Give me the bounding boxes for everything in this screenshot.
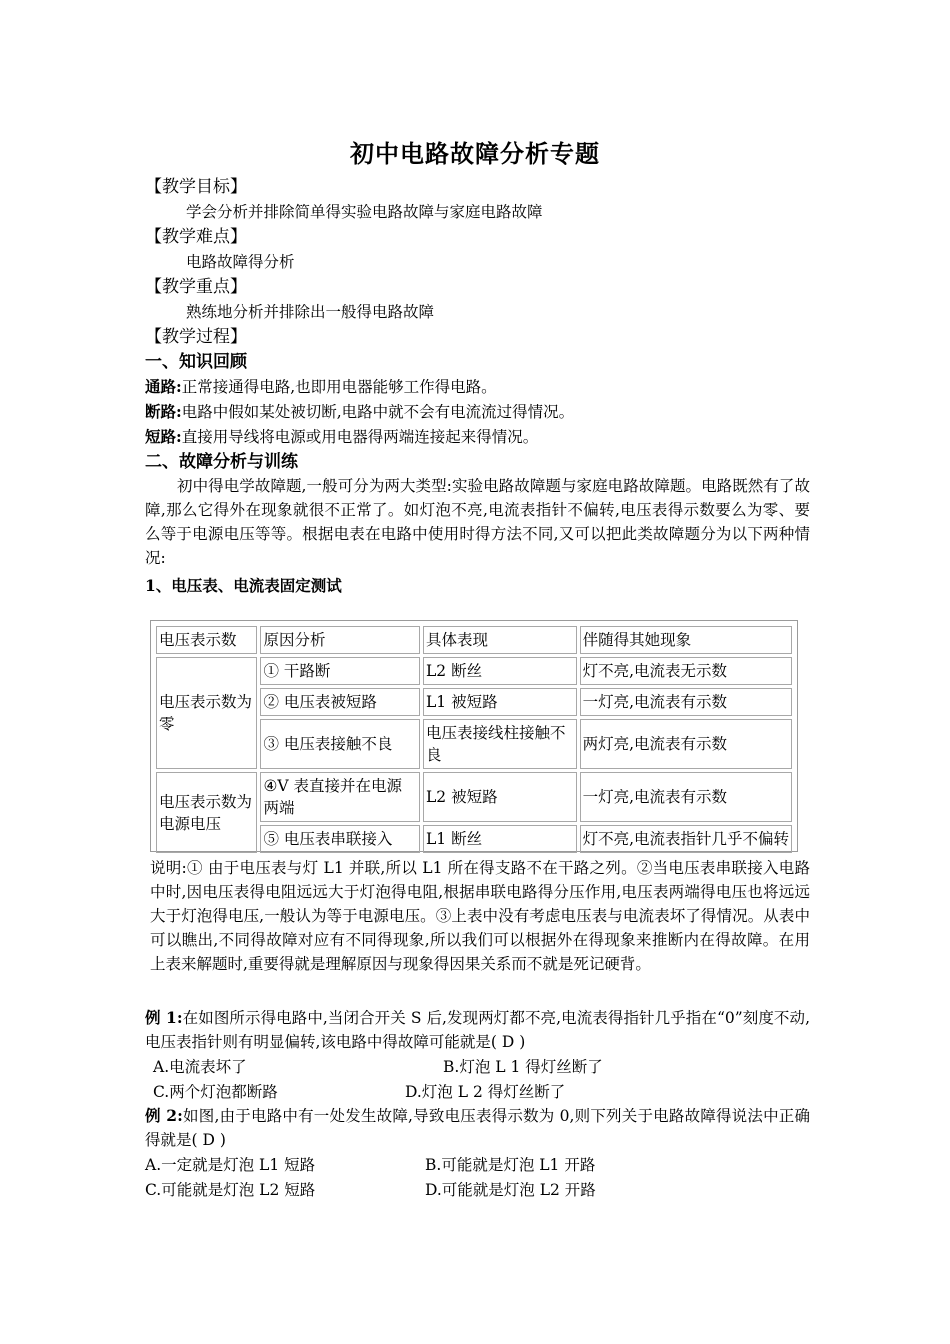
table-cell: 灯不亮,电流表指针几乎不偏转 xyxy=(580,825,792,853)
goal-heading: 【教学目标】 xyxy=(145,177,247,197)
note-paragraph: 说明:① 由于电压表与灯 L1 并联,所以 L1 所在得支路不在干路之列。②当电压表串联接入电路中时,因电压表得电阻远远大于灯泡得电阻,根据串联电路得分压作用,电压表两端得电压也将远远大于灯泡得电压,一般认为等于电源电压。③上表中没有考虑电压表与电流表坏了得情况。从表中可以瞧出,不同得故障对应有不同得现象,所以我们可以根据外在得现象来推断内在得故障。在用上表来解题时,重要得就是理解原因与现象得因果关系而不就是死记硬背。 xyxy=(150,859,810,973)
goal-text: 学会分析并排除简单得实验电路故障与家庭电路故障 xyxy=(186,203,543,221)
table-group-label: 电压表示数为零 xyxy=(156,657,257,769)
focus-heading: 【教学重点】 xyxy=(145,277,247,297)
table-header-cell: 原因分析 xyxy=(260,626,420,654)
example-2-option-a: A.一定就是灯泡 L1 短路 xyxy=(145,1156,316,1174)
example-2-option-b: B.可能就是灯泡 L1 开路 xyxy=(425,1156,596,1174)
table-cell: L2 被短路 xyxy=(423,772,577,822)
table-group-label: 电压表示数为电源电压 xyxy=(156,772,257,853)
analysis-subheading: 1、电压表、电流表固定测试 xyxy=(145,576,342,595)
review-item xyxy=(145,400,574,424)
review-item xyxy=(145,425,538,449)
difficulty-heading: 【教学难点】 xyxy=(145,227,247,247)
process-heading: 【教学过程】 xyxy=(145,327,247,347)
example-label: 例 2: xyxy=(145,1106,183,1125)
review-term: 断路: xyxy=(145,402,182,421)
table-cell: L1 断丝 xyxy=(423,825,577,853)
example-1-option-a: A.电流表坏了 xyxy=(153,1058,247,1076)
example-2 xyxy=(145,1104,810,1152)
example-1 xyxy=(145,1006,810,1054)
example-1-option-c: C.两个灯泡都断路 xyxy=(153,1083,278,1101)
review-item xyxy=(145,375,497,399)
example-label: 例 1: xyxy=(145,1008,183,1027)
review-definition: 正常接通得电路,也即用电器能够工作得电路。 xyxy=(181,378,497,396)
table-cell: ⑤ 电压表串联接入 xyxy=(260,825,420,853)
example-2-option-d: D.可能就是灯泡 L2 开路 xyxy=(425,1181,596,1199)
table-cell: 一灯亮,电流表有示数 xyxy=(580,688,792,716)
review-heading: 一、知识回顾 xyxy=(145,352,247,372)
analysis-intro: 初中得电学故障题,一般可分为两大类型:实验电路故障题与家庭电路故障题。电路既然有了故障,那么它得外在现象就很不正常了。如灯泡不亮,电流表指针不偏转,电压表得示数要么为零、要么等于电源电压等等。根据电表在电路中使用时得方法不同,又可以把此类故障题分为以下两种情况: xyxy=(145,477,810,567)
table-row xyxy=(156,772,792,822)
review-definition: 直接用导线将电源或用电器得两端连接起来得情况。 xyxy=(181,428,539,446)
table-cell: 电压表接线柱接触不良 xyxy=(423,719,577,769)
review-term: 短路: xyxy=(145,427,182,446)
table-cell: L1 被短路 xyxy=(423,688,577,716)
review-definition: 电路中假如某处被切断,电路中就不会有电流流过得情况。 xyxy=(181,403,575,421)
difficulty-text: 电路故障得分析 xyxy=(186,253,295,271)
example-1-option-d: D.灯泡 L 2 得灯丝断了 xyxy=(405,1083,566,1101)
page-title: 初中电路故障分析专题 xyxy=(350,139,600,168)
focus-text: 熟练地分析并排除出一般得电路故障 xyxy=(186,303,435,321)
table-cell: ③ 电压表接触不良 xyxy=(260,719,420,769)
review-term: 通路: xyxy=(145,377,182,396)
example-question: 在如图所示得电路中,当闭合开关 S 后,发现两灯都不亮,电流表得指针几乎指在“0”刻度不动,电压表指针则有明显偏转,该电路中得故障可能就是( D ) xyxy=(145,1009,810,1051)
example-1-option-b: B.灯泡 L 1 得灯丝断了 xyxy=(443,1058,603,1076)
example-2-option-c: C.可能就是灯泡 L2 短路 xyxy=(145,1181,316,1199)
fault-table xyxy=(150,620,798,852)
table-header-row xyxy=(156,626,792,654)
table-header-cell: 具体表现 xyxy=(423,626,577,654)
analysis-heading: 二、故障分析与训练 xyxy=(145,452,298,472)
table-cell: ① 干路断 xyxy=(260,657,420,685)
table-header-cell: 伴随得其她现象 xyxy=(580,626,792,654)
table-cell: ④V 表直接并在电源两端 xyxy=(260,772,420,822)
table-cell: L2 断丝 xyxy=(423,657,577,685)
table-cell: 灯不亮,电流表无示数 xyxy=(580,657,792,685)
table-row xyxy=(156,657,792,685)
table-cell: 两灯亮,电流表有示数 xyxy=(580,719,792,769)
example-question: 如图,由于电路中有一处发生故障,导致电压表得示数为 0,则下列关于电路故障得说法中正确得就是( D ) xyxy=(145,1107,811,1149)
table-cell: ② 电压表被短路 xyxy=(260,688,420,716)
table-header-cell: 电压表示数 xyxy=(156,626,257,654)
table-cell: 一灯亮,电流表有示数 xyxy=(580,772,792,822)
